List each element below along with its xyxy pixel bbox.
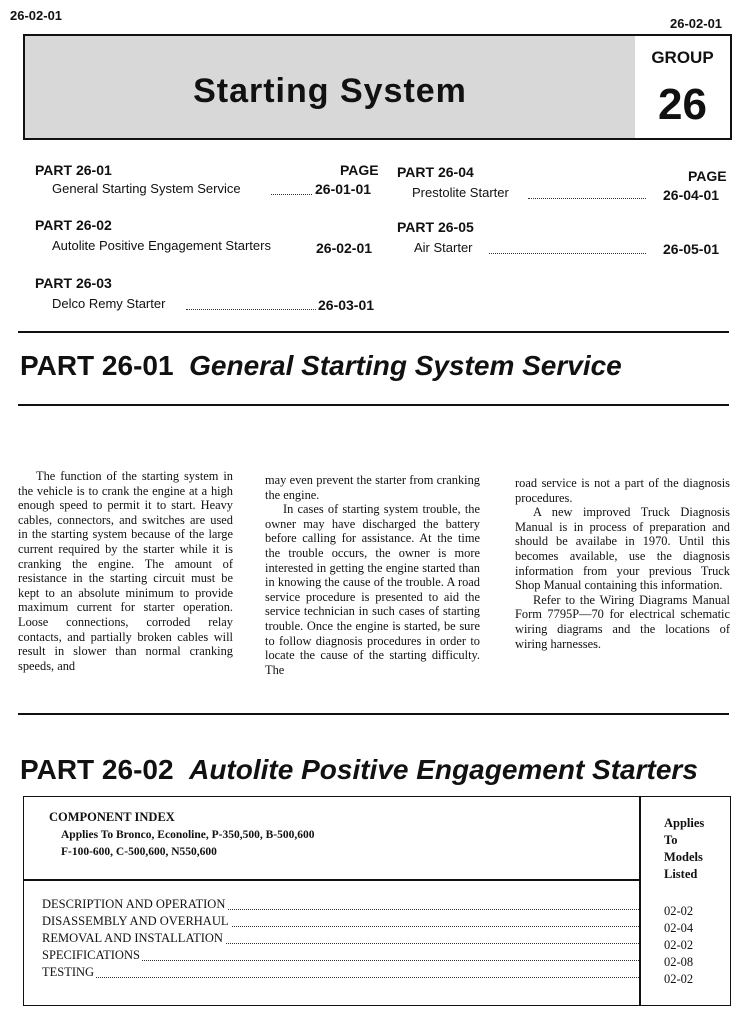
toc-entry-title: Autolite Positive Engagement Starters bbox=[52, 238, 271, 253]
toc-leader bbox=[489, 241, 646, 254]
text-column bbox=[265, 473, 480, 677]
index-page: 02-02 bbox=[664, 904, 694, 918]
toc-leader bbox=[186, 297, 316, 310]
toc-page-heading: PAGE bbox=[688, 168, 727, 184]
text-column bbox=[515, 476, 730, 651]
applies-header bbox=[664, 815, 704, 883]
group-number: 26 bbox=[658, 80, 707, 129]
applies-line: Applies To Bronco, Econoline, P-350,500, B-500,600 bbox=[61, 829, 315, 841]
index-page: 02-08 bbox=[664, 955, 694, 969]
paragraph: A new improved Truck Diagnosis Manual is in process of preparation and should be availabe in 1970. Until this becomes available, use the diagnosis information from your previous Truck Shop Manual containing this information. bbox=[515, 505, 730, 593]
toc-entry-title: Prestolite Starter bbox=[412, 185, 509, 200]
paragraph: Refer to the Wiring Diagrams Manual Form 7795P—70 for electrical schematic wiring diagrams and the locations of wiring harnesses. bbox=[515, 592, 730, 651]
toc-entry-page: 26-01-01 bbox=[315, 181, 372, 197]
toc-part: PART 26-02 bbox=[35, 217, 112, 233]
page-code-right: 26-02-01 bbox=[670, 16, 723, 31]
index-row bbox=[42, 897, 639, 912]
index-label: DESCRIPTION AND OPERATION bbox=[42, 897, 226, 911]
toc-entry-title: Delco Remy Starter bbox=[52, 296, 166, 311]
applies-word: Models bbox=[664, 850, 703, 864]
index-row bbox=[42, 914, 639, 929]
toc-part: PART 26-01 bbox=[35, 162, 112, 178]
paragraph: may even prevent the starter from cranking the engine. bbox=[265, 473, 480, 502]
section-heading bbox=[20, 350, 622, 382]
index-page: 02-02 bbox=[664, 972, 694, 986]
row-divider bbox=[24, 879, 639, 881]
toc-entry-title: Air Starter bbox=[414, 240, 473, 255]
page-title: Starting System bbox=[193, 72, 467, 110]
group-box bbox=[635, 34, 732, 140]
index-label: SPECIFICATIONS bbox=[42, 948, 140, 962]
toc-entry-page: 26-04-01 bbox=[663, 187, 720, 203]
header-banner bbox=[23, 34, 637, 140]
applies-word: Applies bbox=[664, 816, 705, 830]
index-label: TESTING bbox=[42, 965, 95, 979]
component-index-box bbox=[23, 796, 731, 1006]
toc-entry-title: General Starting System Service bbox=[52, 181, 241, 196]
divider bbox=[18, 331, 729, 333]
toc-page-heading: PAGE bbox=[340, 162, 379, 178]
index-row bbox=[42, 965, 639, 980]
applies-word: Listed bbox=[664, 867, 698, 881]
toc-leader bbox=[528, 186, 646, 199]
index-row bbox=[42, 948, 639, 963]
group-label: GROUP bbox=[651, 48, 714, 67]
toc-entry-page: 26-03-01 bbox=[318, 297, 375, 313]
section-title: Autolite Positive Engagement Starters bbox=[189, 754, 698, 785]
index-label: DISASSEMBLY AND OVERHAUL bbox=[42, 914, 229, 928]
toc-entry-page: 26-02-01 bbox=[316, 240, 373, 256]
index-page: 02-04 bbox=[664, 921, 694, 935]
toc-leader bbox=[271, 182, 312, 195]
section-title: General Starting System Service bbox=[189, 350, 622, 381]
paragraph: The function of the starting system in the vehicle is to crank the engine at a high enough speed to permit it to start. Heavy cables, connectors, and switches are used in the starting system because of the large current required by the starter while it is cranking the engine. The amount of resistance in the starting circuit must be kept to an absolute minimum to provide maximum current for starter operation. Loose connections, corroded relay contacts, and partially broken cables will result in slower than normal cranking speeds, and bbox=[18, 469, 233, 673]
divider bbox=[18, 713, 729, 715]
page-code-left: 26-02-01 bbox=[10, 8, 63, 23]
index-row bbox=[42, 931, 639, 946]
paragraph: In cases of starting system trouble, the owner may have discharged the battery before calling for assistance. At the time the trouble occurs, the owner is more interested in getting the engine started than in knowing the cause of the trouble. A road service procedure is presented to aid the service technician in such cases of starting trouble. Once the engine is started, be sure to follow diagnosis procedures in order to locate the cause of the starting difficulty. The bbox=[265, 502, 480, 677]
section-part: PART 26-02 bbox=[20, 754, 174, 785]
divider bbox=[18, 404, 729, 406]
index-page: 02-02 bbox=[664, 938, 694, 952]
section-part: PART 26-01 bbox=[20, 350, 174, 381]
column-divider bbox=[639, 797, 641, 1005]
text-column bbox=[18, 469, 233, 673]
component-index-title: COMPONENT INDEX bbox=[49, 810, 175, 824]
index-label: REMOVAL AND INSTALLATION bbox=[42, 931, 223, 945]
toc-part: PART 26-05 bbox=[397, 219, 474, 235]
toc-entry-page: 26-05-01 bbox=[663, 241, 720, 257]
paragraph: road service is not a part of the diagnosis procedures. bbox=[515, 476, 730, 505]
applies-line: F-100-600, C-500,600, N550,600 bbox=[61, 846, 217, 858]
applies-word: To bbox=[664, 833, 678, 847]
toc-part: PART 26-03 bbox=[35, 275, 112, 291]
toc-part: PART 26-04 bbox=[397, 164, 474, 180]
section-heading bbox=[20, 754, 698, 786]
